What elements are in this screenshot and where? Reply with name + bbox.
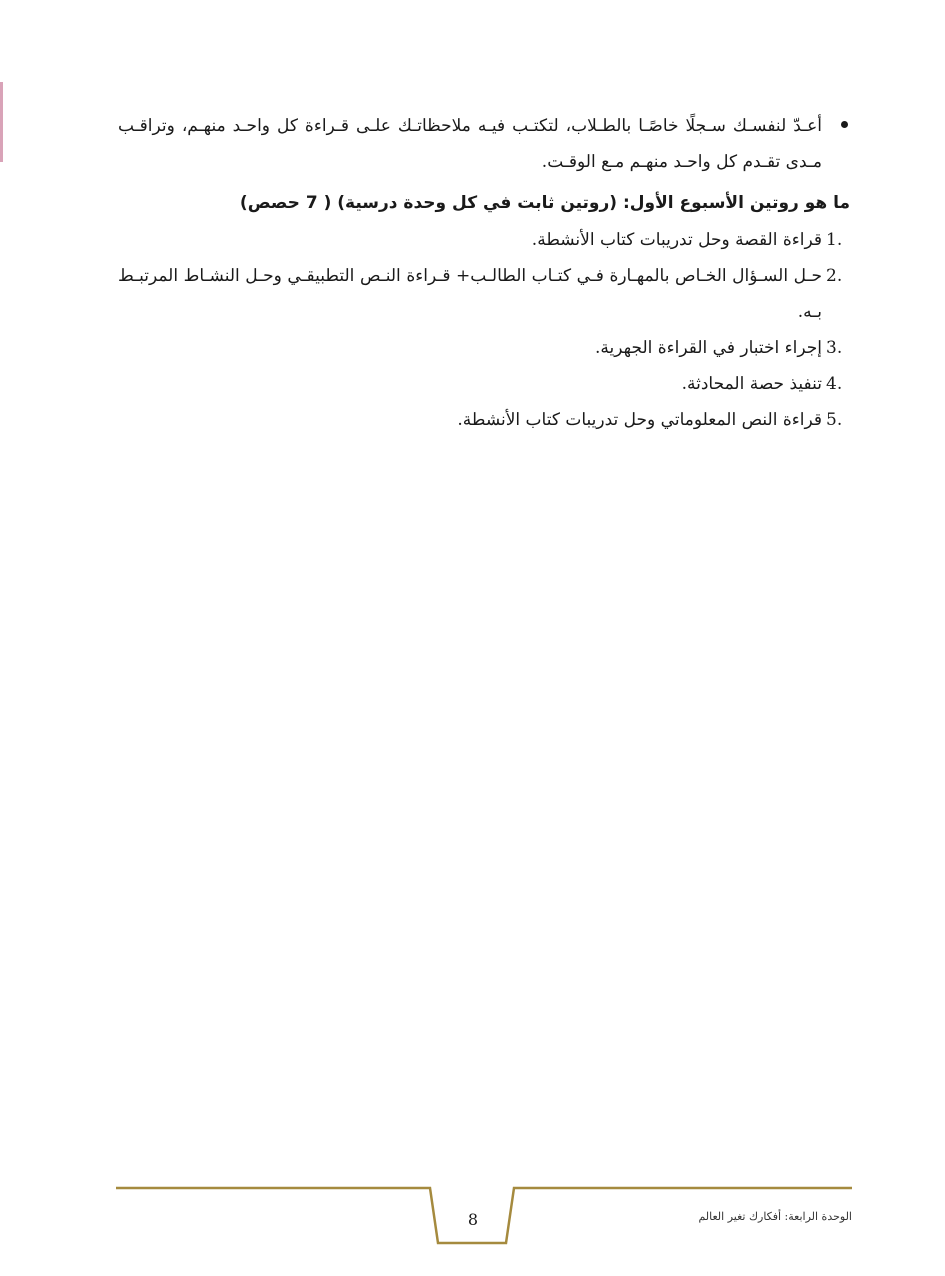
page-number: 8 bbox=[467, 1210, 479, 1229]
list-item-number: 3. bbox=[826, 338, 843, 358]
list-item-text: قراءة القصة وحل تدريبات كتاب الأنشطة. bbox=[531, 230, 822, 250]
list-item-number: 2. bbox=[826, 266, 843, 286]
bullet-paragraph-text: أعـدّ لنفسـك سـجلًا خاصًـا بالطـلاب، لتكتـب فيـه ملاحظاتـك علـى قـراءة كل واحـد منهـم، وتراقـب مـدى تقـدم كل واحـد منهـم مـع الوقـت. bbox=[118, 116, 822, 172]
list-item-text: تنفيذ حصة المحادثة. bbox=[681, 374, 822, 394]
list-item-text: قراءة النص المعلوماتي وحل تدريبات كتاب الأنشطة. bbox=[457, 410, 822, 430]
list-item-number: 5. bbox=[826, 410, 843, 430]
list-item-number: 1. bbox=[826, 230, 843, 250]
section-heading: ما هو روتين الأسبوع الأول: (روتين ثابت في كل وحدة درسية) ( 7 حصص) bbox=[239, 193, 850, 213]
list-item-number: 4. bbox=[826, 374, 843, 394]
list-item-text: إجراء اختبار في القراءة الجهرية. bbox=[595, 338, 822, 358]
footer-caption: الوحدة الرابعة: أفكارك تغير العالم bbox=[698, 1210, 852, 1223]
list-item-text: حـل السـؤال الخـاص بالمهـارة فـي كتـاب الطالـب+ قـراءة النـص التطبيقـي وحـل النشـاط المرتبـط بـه. bbox=[118, 266, 822, 322]
